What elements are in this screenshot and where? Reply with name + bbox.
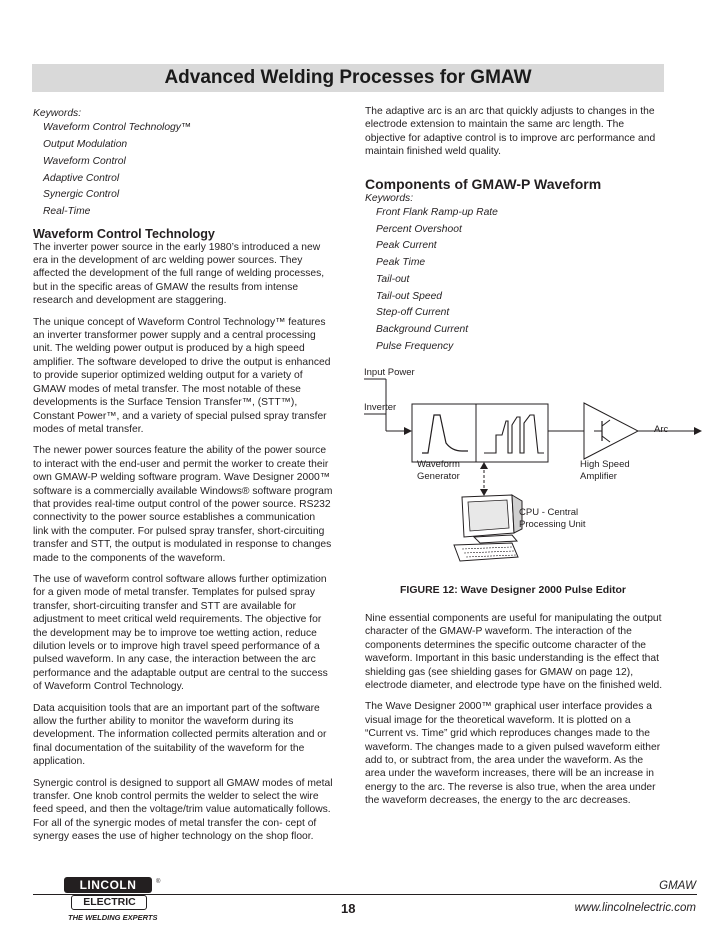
logo-line2: ELECTRIC	[83, 896, 136, 908]
paragraph: The adaptive arc is an arc that quickly adjusts to changes in the electrode extension to maintain the same arc length. The objective for adaptive control is to improve arc performance and maintain finished weld quality.	[365, 106, 656, 158]
keyword-item: Waveform Control Technology™	[43, 122, 192, 134]
page-number: 18	[341, 901, 356, 916]
paragraph: The inverter power source in the early 1980’s introduced a new era in the development of arc welding power sources. They affected the development of the full range of welding processes, but in the specific areas of GMAW the results from intense research and development are staggering.	[33, 241, 325, 307]
section-heading: Waveform Control Technology	[33, 226, 215, 241]
page-title: Advanced Welding Processes for GMAW	[164, 67, 532, 88]
footer-section: GMAW	[659, 880, 696, 892]
keyword-item: Percent Overshoot	[376, 223, 462, 235]
paragraph: The newer power sources feature the ability of the power source to interact with the end-user and permit the worker to create their own GMAW-P welding software program. Wave Designer 2000™ software is a commercially available Windows® software program that provides real-time output control of the power source. RS232 connectivity to the power source establishes a communication link with the computer. For pulsed spray transfer, short-circuiting transfer and STT, the output is modulated in response to changes made to the components of the waveform.	[33, 445, 333, 564]
keyword-item: Real-Time	[43, 205, 91, 217]
keyword-item: Peak Current	[376, 240, 437, 252]
keyword-item: Waveform Control	[43, 155, 126, 167]
figure-caption: FIGURE 12: Wave Designer 2000 Pulse Editor	[400, 584, 627, 596]
computer-icon	[454, 495, 522, 561]
keyword-item: Pulse Frequency	[376, 340, 454, 352]
paragraph: The unique concept of Waveform Control Technology™ features an inverter transformer power supply and a central processing unit. The welding power output is produced by a high speed amplifier. The software developed to drive the output is enhanced to provide superior optimized welding output for a variety of GMAW modes of metal transfer. The most notable of these developments is the Surface Tension Transfer™, (STT™), Constant Power™, and a variety of special pulsed spray transfer modes of metal transfer.	[33, 316, 331, 435]
registered-mark-icon: ®	[156, 879, 161, 885]
keyword-item: Front Flank Ramp-up Rate	[376, 207, 498, 219]
right-column-lower	[365, 612, 665, 816]
keyword-item: Background Current	[376, 323, 469, 335]
logo-tagline: THE WELDING EXPERTS	[68, 913, 158, 922]
paragraph: Data acquisition tools that are an important part of the software allow the further ability to monitor the waveform during its development. The information collected permits alteration and or final documentation of the suitability of the waveform for the application.	[33, 702, 327, 768]
cpu-label: CPU - Central Processing Unit	[519, 507, 586, 530]
wave-designer-diagram	[362, 365, 702, 570]
inverter-label: Inverter	[364, 402, 397, 413]
amplifier-label: High Speed Amplifier	[580, 459, 630, 482]
keyword-item: Step-off Current	[376, 307, 450, 319]
section-heading: Components of GMAW-P Waveform	[365, 175, 602, 192]
keyword-item: Tail-out	[376, 273, 410, 285]
right-column	[365, 105, 665, 355]
amplifier-triangle	[584, 403, 638, 459]
waveform-generator-box	[412, 404, 548, 462]
keyword-item: Adaptive Control	[43, 172, 120, 184]
keyword-item: Output Modulation	[43, 139, 128, 151]
diagram-graphic	[362, 365, 702, 570]
keyword-item: Synergic Control	[43, 189, 120, 201]
waveform-generator-label: Waveform Generator	[417, 459, 460, 482]
arc-label: Arc	[654, 424, 669, 435]
paragraph: The Wave Designer 2000™ graphical user interface provides a visual image for the theoretical waveform. It is plotted on a “Current vs. Time” grid which reproduces changes made to the waveform. The changes made to a given pulsed waveform either add to, or subtract from, the area under the waveform. As the area under the waveform increases, there will be an increase in energy to the arc. The reverse is also true, when the area under the waveform decreases, the energy to the arc decreases.	[365, 701, 661, 807]
logo-line1: LINCOLN	[79, 878, 137, 892]
keyword-item: Tail-out Speed	[376, 290, 443, 302]
paragraph: Synergic control is designed to support all GMAW modes of metal transfer. One knob control permits the welder to select the wire feed speed, and then the voltage/trim value automatically follows. For all of the synergic modes of metal transfer the con- cept of synergy eases the use of higher technology on the shop floor.	[33, 777, 333, 843]
left-column	[33, 107, 333, 852]
paragraph: Nine essential components are useful for manipulating the output character of the GMAW-P waveform. The interaction of the components determines the specific outcome character of the waveform. Important in this basic understanding is the effect that shielding gas (see shielding gases for GMAW on page 12), electrode diameter, and electrode type have on the finished weld.	[365, 613, 663, 692]
arrow-head	[404, 427, 412, 435]
keywords-label: Keywords:	[365, 192, 414, 204]
keywords-label: Keywords:	[33, 108, 82, 119]
keyword-item: Peak Time	[376, 257, 426, 269]
footer-url: www.lincolnelectric.com	[574, 902, 696, 914]
input-power-label: Input Power	[364, 367, 415, 378]
paragraph: The use of waveform control software allows further optimization for a given mode of metal transfer. Templates for pulsed spray transfer, short-circuiting transfer and STT are available for adjustment to meet critical weld requirements. The objective for the development may be to improve toe wetting action, reduce dilution levels or to improve high travel speed performance of a pulsed waveform. In any case, the interaction between the arc performance and the adaptable output are central to the success of Waveform Control Technology.	[33, 573, 328, 693]
title-bar	[32, 64, 664, 92]
